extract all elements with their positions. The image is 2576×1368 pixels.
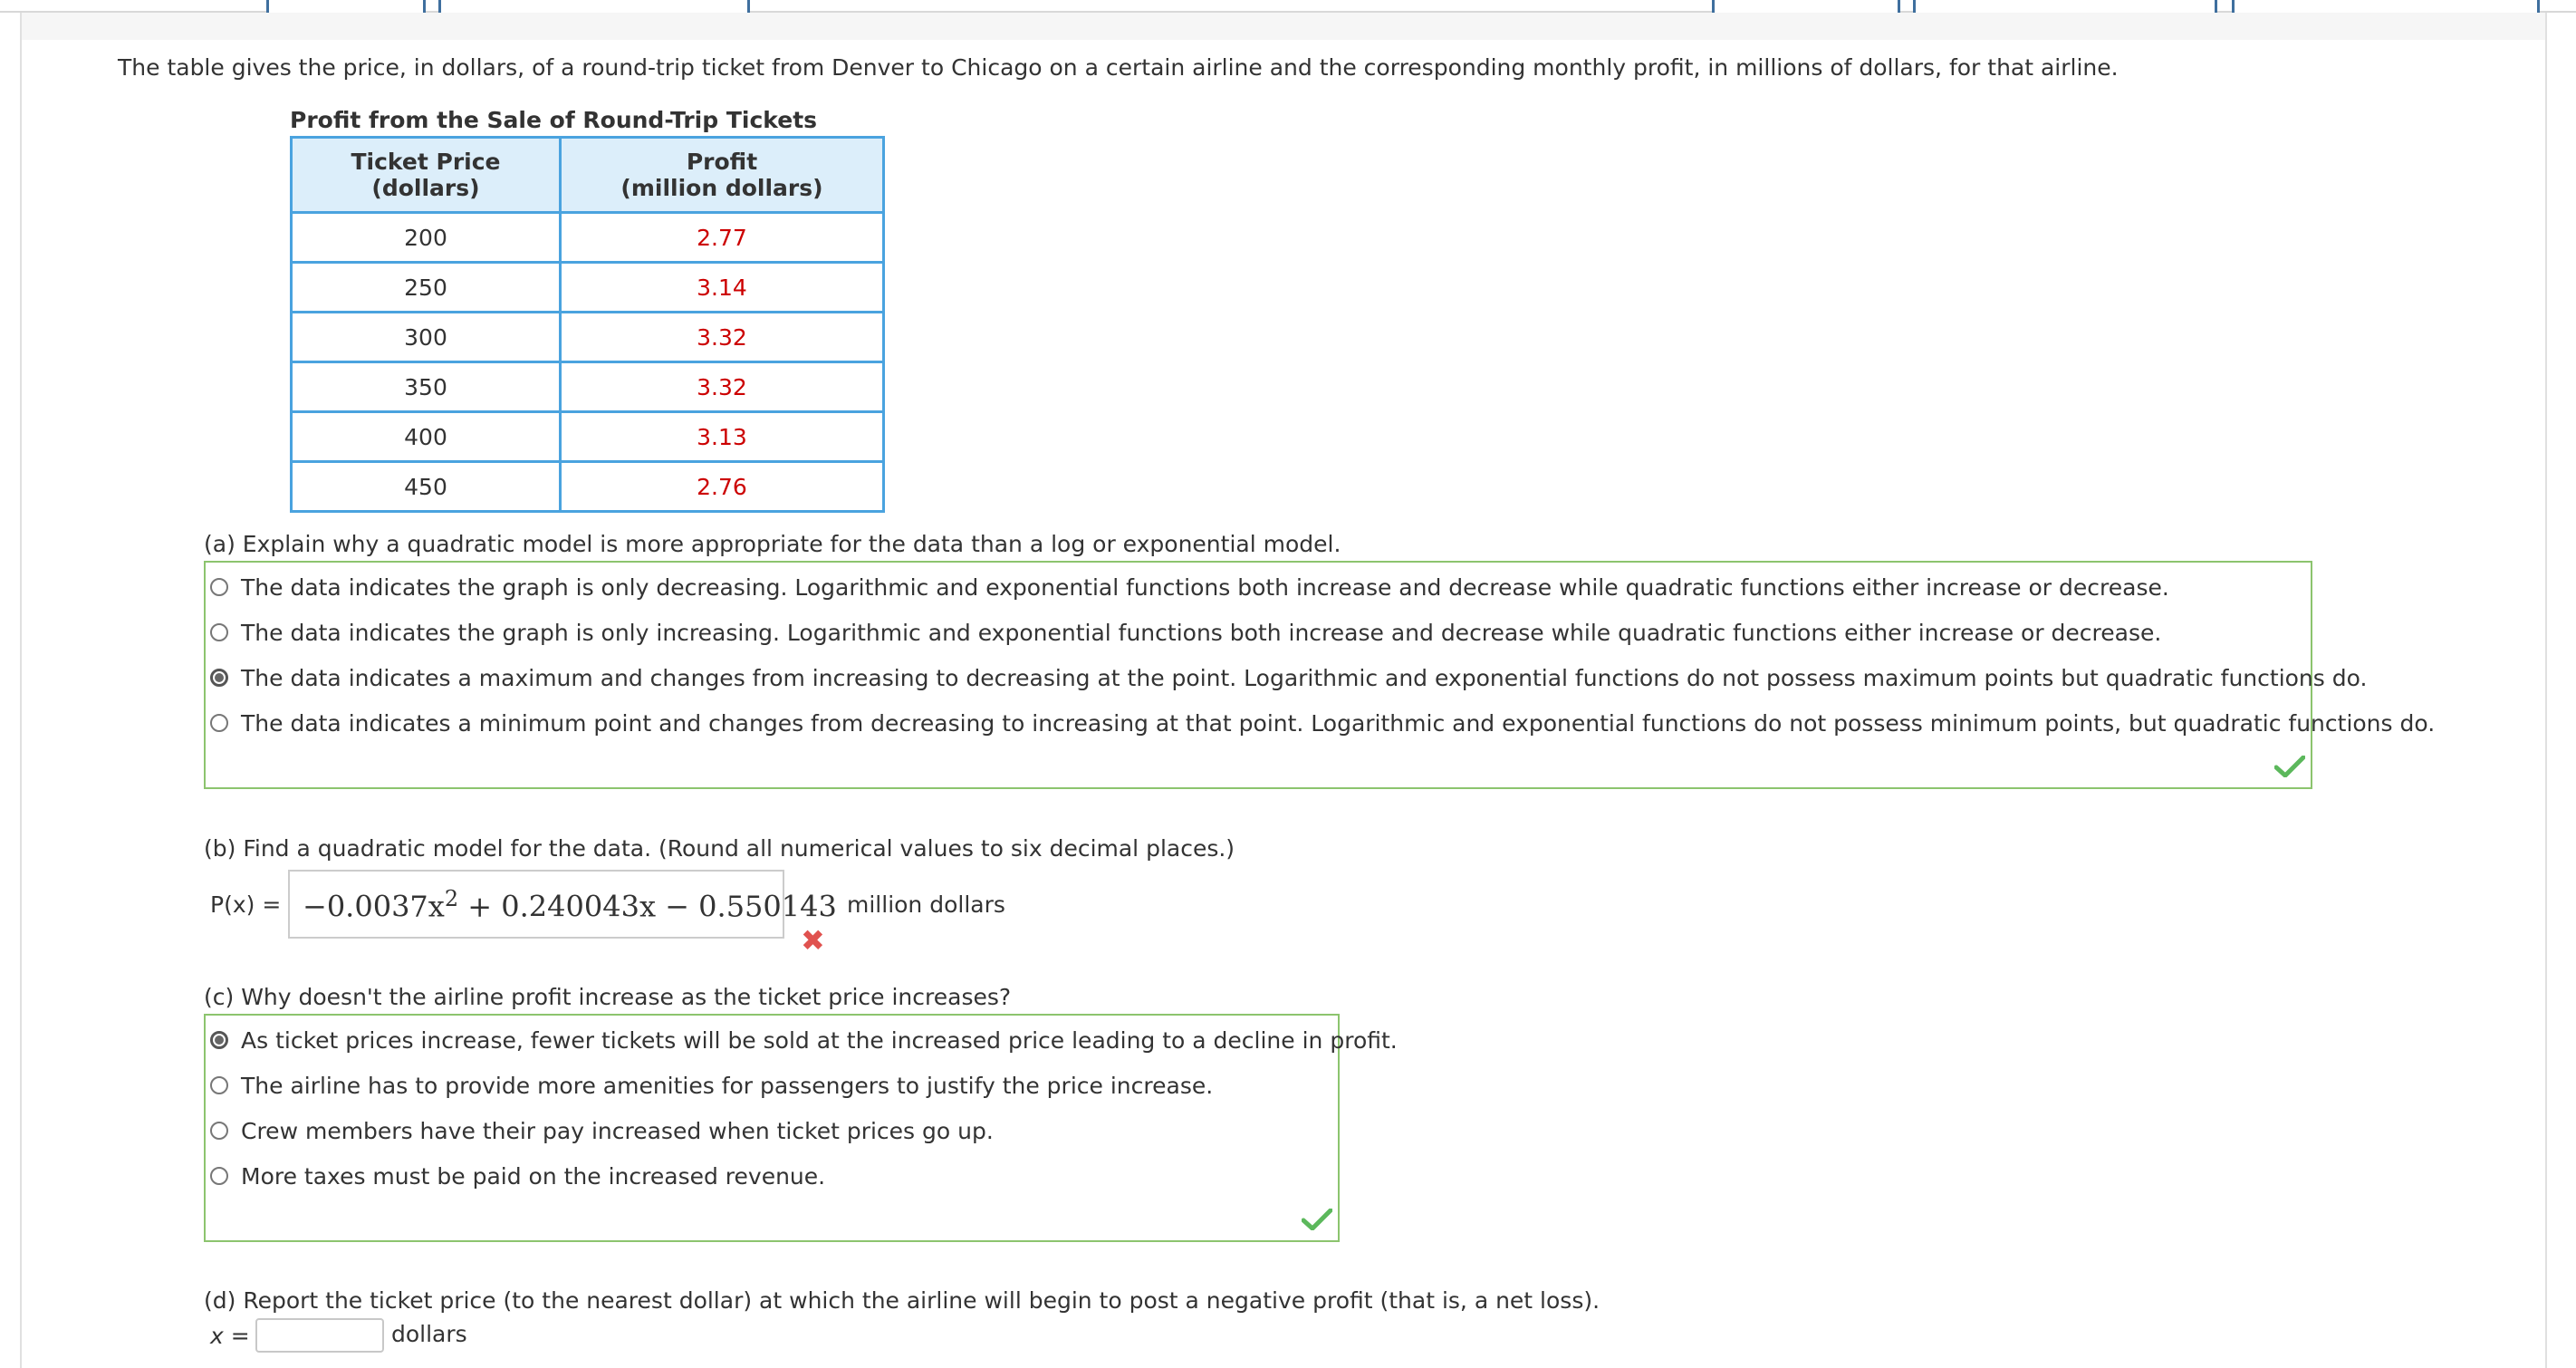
table-row bbox=[292, 462, 884, 512]
part-c-radio-2[interactable] bbox=[210, 1076, 228, 1094]
part-a-option-1[interactable]: The data indicates the graph is only decreasing. Logarithmic and exponential functions both increase and decrease while quadratic functions either increase or decrease. bbox=[241, 574, 2169, 601]
part-b-answer-field[interactable] bbox=[288, 870, 837, 939]
profit-cell: 3.14 bbox=[561, 263, 884, 313]
table-row bbox=[292, 263, 884, 313]
part-c-radio-1-selected[interactable] bbox=[210, 1031, 228, 1049]
x-icon: ✖ bbox=[801, 923, 825, 958]
part-a-radio-3-selected[interactable] bbox=[210, 669, 228, 687]
table-row bbox=[292, 412, 884, 462]
part-c-option-1[interactable]: As ticket prices increase, fewer tickets will be sold at the increased price leading to a decline in profit. bbox=[241, 1027, 1398, 1054]
header-profit: Profit (million dollars) bbox=[561, 138, 884, 213]
part-d-label: x = bbox=[210, 1323, 250, 1349]
part-c-question: (c) Why doesn't the airline profit increase as the ticket price increases? bbox=[204, 984, 1012, 1010]
panel-header bbox=[22, 13, 2545, 40]
price-cell: 300 bbox=[292, 313, 561, 362]
part-a-option-3[interactable]: The data indicates a maximum and changes from increasing to decreasing at the point. Logarithmic and exponential functions do not possess maximum points but quadratic functions do. bbox=[241, 665, 2368, 691]
table-row bbox=[292, 362, 884, 412]
part-c-option-3[interactable]: Crew members have their pay increased when ticket prices go up. bbox=[241, 1118, 994, 1144]
profit-cell: 3.32 bbox=[561, 313, 884, 362]
price-cell: 450 bbox=[292, 462, 561, 512]
part-c-option-4[interactable]: More taxes must be paid on the increased revenue. bbox=[241, 1163, 826, 1190]
profit-cell: 2.76 bbox=[561, 462, 884, 512]
header-ticket-price: Ticket Price (dollars) bbox=[292, 138, 561, 213]
part-a-radio-1[interactable] bbox=[210, 578, 228, 596]
price-cell: 200 bbox=[292, 213, 561, 263]
price-cell: 400 bbox=[292, 412, 561, 462]
part-a-option-2[interactable]: The data indicates the graph is only increasing. Logarithmic and exponential functions both increase and decrease while quadratic functions either increase or decrease. bbox=[241, 620, 2162, 646]
part-b-label: P(x) = bbox=[210, 891, 282, 918]
check-icon bbox=[2274, 756, 2305, 777]
part-b-unit: million dollars bbox=[847, 891, 1005, 918]
profit-cell: 2.77 bbox=[561, 213, 884, 263]
profit-table bbox=[290, 136, 885, 513]
check-icon bbox=[1302, 1209, 1332, 1230]
table-header-row bbox=[292, 138, 884, 213]
part-a-radio-4[interactable] bbox=[210, 714, 228, 732]
part-a-question: (a) Explain why a quadratic model is more appropriate for the data than a log or exponential model. bbox=[204, 531, 1341, 557]
part-b-question: (b) Find a quadratic model for the data. (Round all numerical values to six decimal places.) bbox=[204, 835, 1235, 862]
part-c-option-2[interactable]: The airline has to provide more amenities for passengers to justify the price increase. bbox=[241, 1073, 1214, 1099]
part-a-option-4[interactable]: The data indicates a minimum point and changes from decreasing to increasing at that point. Logarithmic and exponential functions do not possess minimum points, but quadratic functions do. bbox=[241, 710, 2436, 737]
table-caption: Profit from the Sale of Round-Trip Tickets bbox=[290, 107, 818, 133]
price-cell: 350 bbox=[292, 362, 561, 412]
part-d-question: (d) Report the ticket price (to the nearest dollar) at which the airline will begin to post a negative profit (that is, a net loss). bbox=[204, 1287, 1600, 1314]
top-toolbar bbox=[0, 0, 2576, 13]
part-d-unit: dollars bbox=[391, 1321, 467, 1347]
part-c-radio-4[interactable] bbox=[210, 1167, 228, 1185]
problem-intro: The table gives the price, in dollars, of a round-trip ticket from Denver to Chicago on a certain airline and the corresponding monthly profit, in millions of dollars, for that airline. bbox=[118, 54, 2119, 81]
price-cell: 250 bbox=[292, 263, 561, 313]
part-b-answer-value: $-0.0037x^2 + 0.240043x - 0.550143$ bbox=[303, 886, 837, 924]
table-row bbox=[292, 213, 884, 263]
table-row bbox=[292, 313, 884, 362]
part-a-radio-2[interactable] bbox=[210, 623, 228, 641]
part-c-radio-3[interactable] bbox=[210, 1122, 228, 1140]
profit-cell: 3.32 bbox=[561, 362, 884, 412]
part-d-answer-input[interactable] bbox=[255, 1318, 384, 1353]
profit-cell: 3.13 bbox=[561, 412, 884, 462]
